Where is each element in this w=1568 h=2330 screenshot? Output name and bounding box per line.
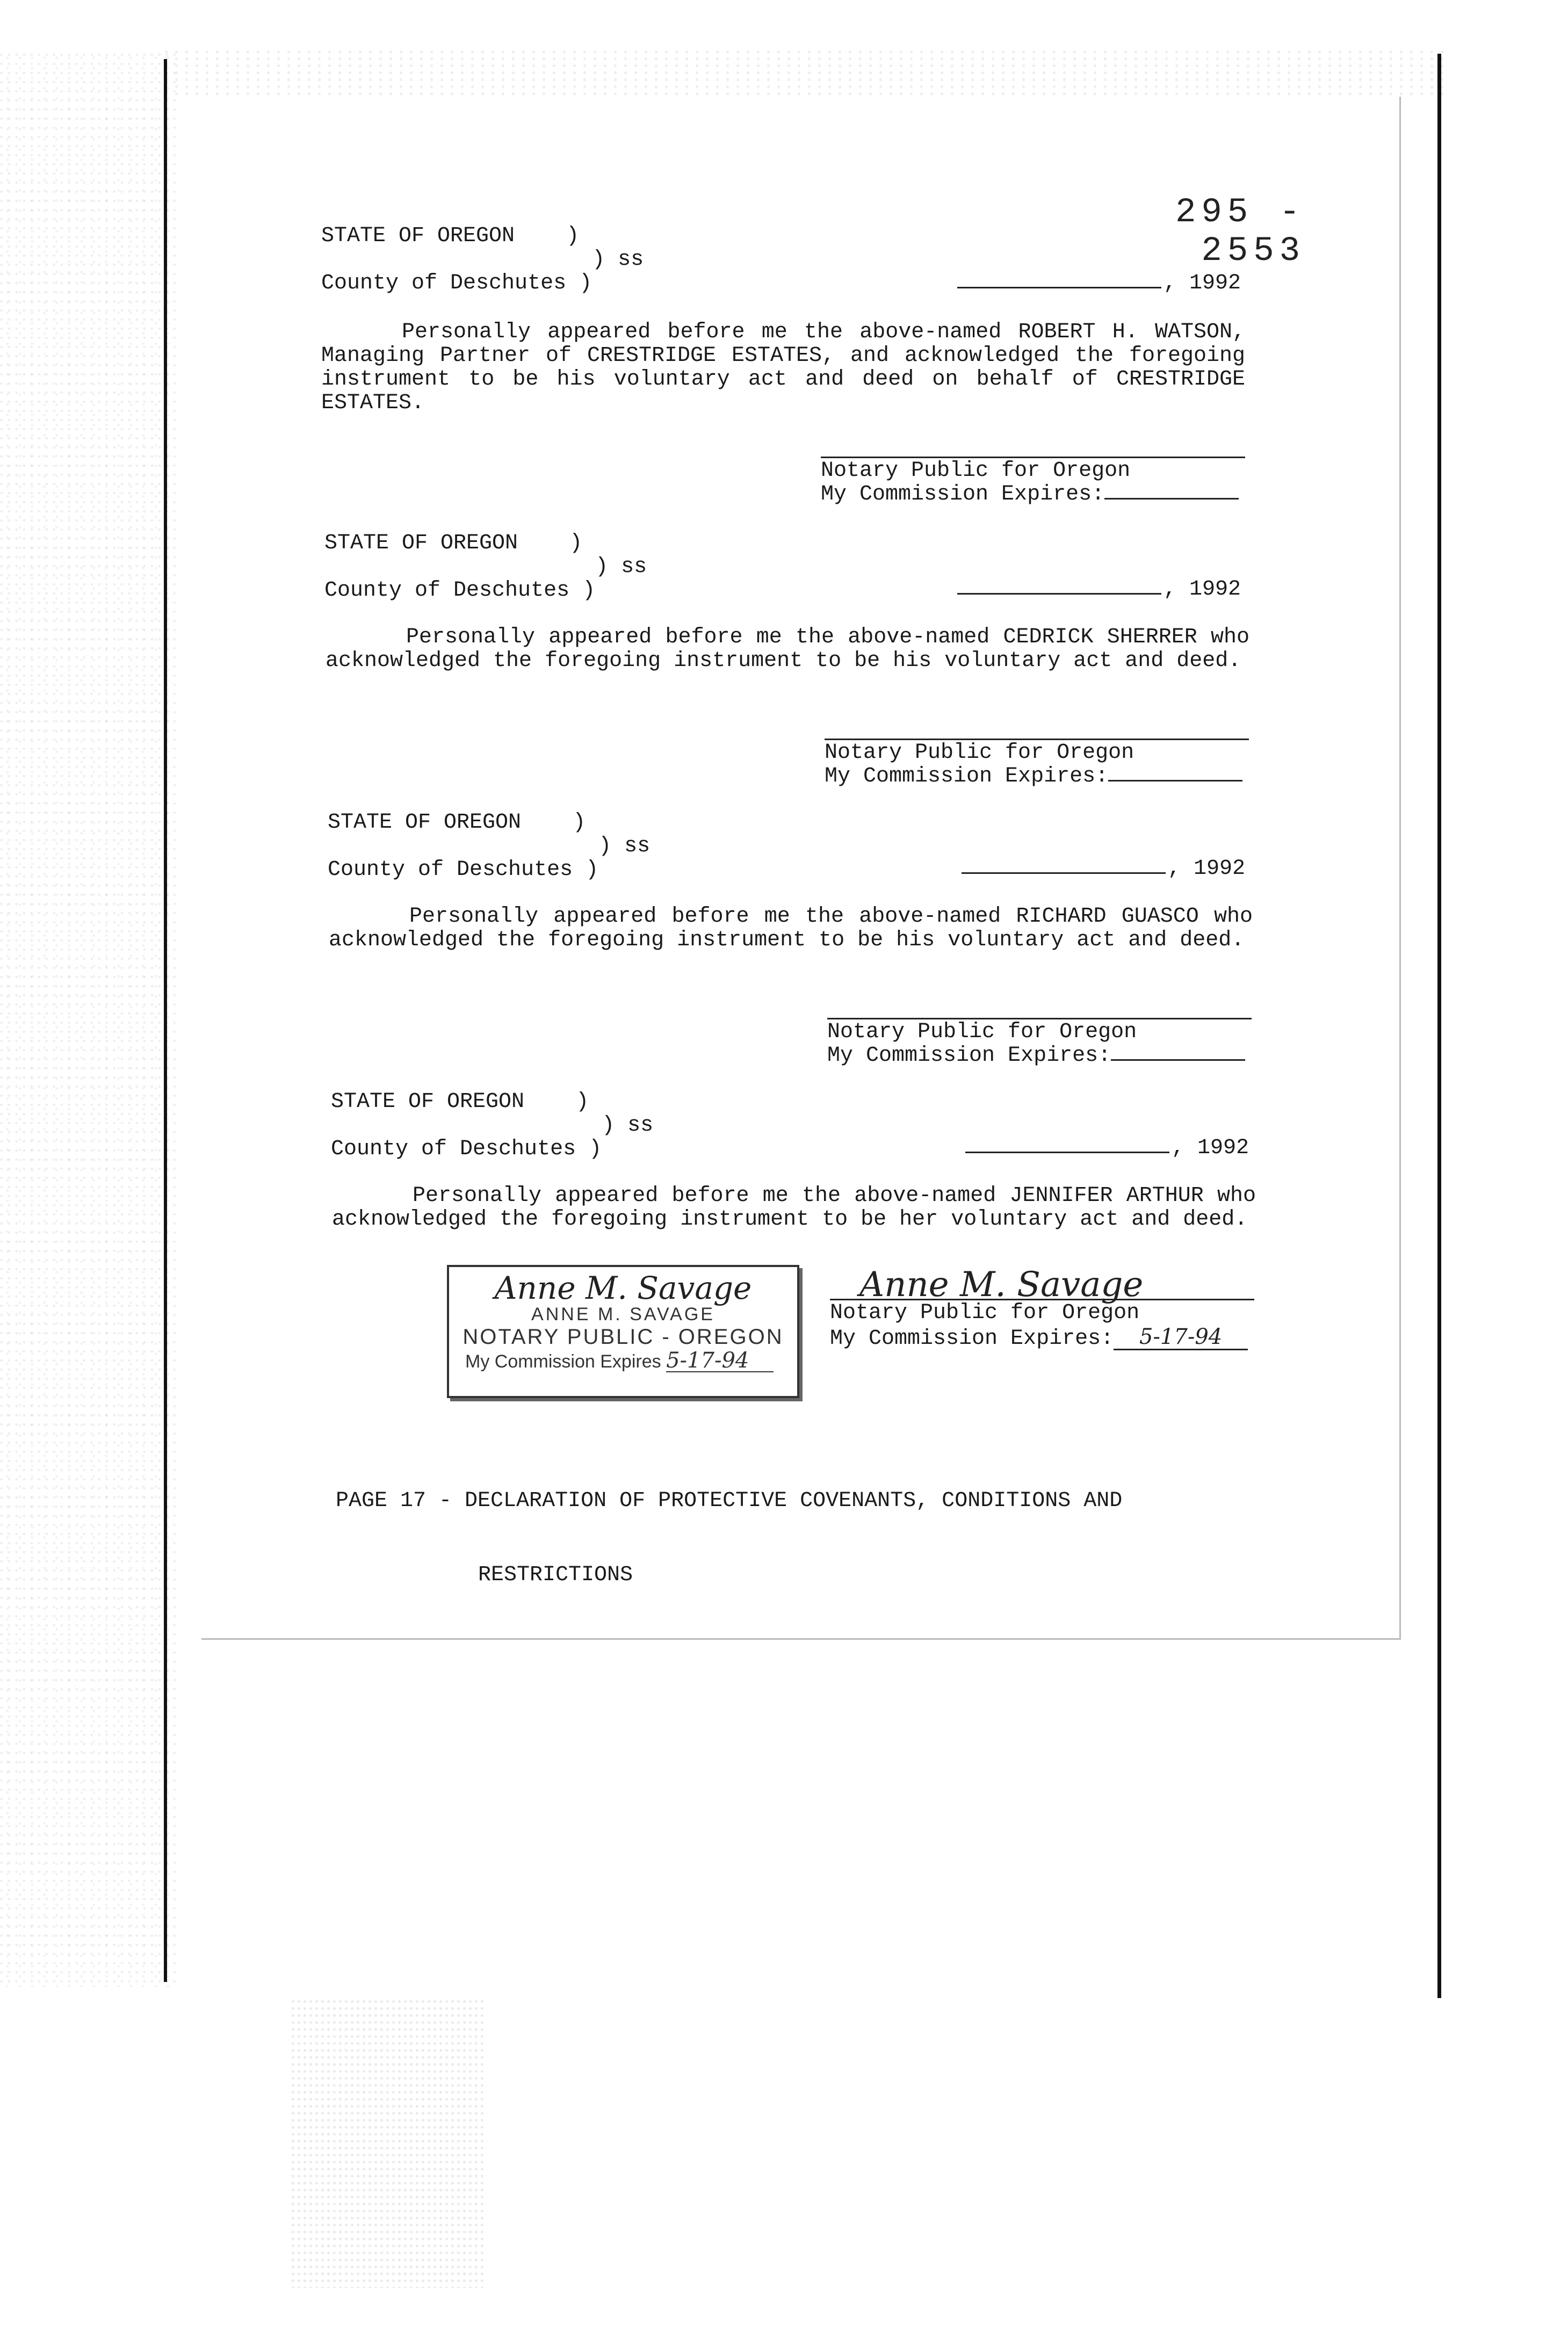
date-line-4 — [948, 1136, 1249, 1160]
notary-signature-block-4 — [830, 1299, 1254, 1351]
county-label: County of Deschutes — [324, 578, 570, 603]
notary-seal-stamp — [447, 1265, 799, 1398]
ss-label: ) ss — [598, 834, 651, 858]
year-label: , 1992 — [1163, 577, 1241, 602]
acknowledgment-paragraph-2: Personally appeared before me the above-named CEDRICK SHERRER who acknowledged the foregoing instrument to be his voluntary act and deed. — [326, 625, 1249, 673]
commission-label: My Commission Expires: — [821, 482, 1105, 506]
notary-title: Notary Public for Oregon — [830, 1301, 1140, 1325]
acknowledgment-paragraph-3: Personally appeared before me the above-named RICHARD GUASCO who acknowledged the foregoing instrument to be his voluntary act and deed. — [329, 904, 1253, 952]
signature-line — [821, 457, 1245, 458]
page-footer — [336, 1439, 1249, 1612]
footer-line-2: RESTRICTIONS — [478, 1563, 633, 1587]
stamp-signature: Anne M. Savage — [494, 1270, 752, 1306]
venue-block-3: STATE OF OREGON ) ) ss County of Deschutes ) — [328, 811, 651, 882]
date-blank — [965, 1152, 1169, 1153]
stamp-expires-value: 5-17-94 — [666, 1350, 774, 1372]
date-line-2 — [940, 577, 1241, 602]
state-label: STATE OF OREGON — [331, 1090, 525, 1114]
document-number: 295 - 2553 — [1175, 193, 1305, 271]
acknowledgment-paragraph-4: Personally appeared before me the above-named JENNIFER ARTHUR who acknowledged the foregoing instrument to be her voluntary act and deed. — [332, 1184, 1256, 1232]
county-label: County of Deschutes — [331, 1137, 576, 1161]
acknowledgment-paragraph-1: Personally appeared before me the above-named ROBERT H. WATSON, Managing Partner of CRESTRIDGE ESTATES, and acknowledged the foregoing instrument to be his voluntary act and deed on behalf of CRESTRIDGE ESTATES. — [321, 320, 1245, 415]
commission-blank — [1104, 498, 1239, 500]
notary-signature-block-3 — [827, 1018, 1252, 1068]
scan-artifact-left — [0, 54, 177, 1987]
date-line-1 — [940, 271, 1241, 295]
notary-signature: Anne M. Savage — [859, 1265, 1144, 1305]
ss-label: ) ss — [595, 555, 647, 579]
county-label: County of Deschutes — [328, 858, 573, 882]
ss-label: ) ss — [602, 1113, 654, 1138]
page-edge-right — [1437, 54, 1441, 1998]
notary-title: Notary Public for Oregon — [827, 1020, 1137, 1044]
commission-label: My Commission Expires: — [825, 764, 1109, 788]
state-label: STATE OF OREGON — [328, 811, 522, 835]
notary-signature-block-1 — [821, 457, 1245, 506]
notary-signature-block-2 — [825, 739, 1249, 788]
year-label: , 1992 — [1163, 271, 1241, 295]
signature-line — [827, 1018, 1252, 1019]
commission-label: My Commission Expires: — [827, 1044, 1111, 1068]
state-label: STATE OF OREGON — [324, 531, 518, 555]
signature-line — [830, 1299, 1254, 1300]
page-edge-left — [164, 59, 167, 1982]
notary-title: Notary Public for Oregon — [825, 741, 1135, 765]
stamp-expires-label: My Commission Expires — [465, 1351, 661, 1372]
venue-block-4: STATE OF OREGON ) ) ss County of Deschutes ) — [331, 1090, 654, 1161]
state-label: STATE OF OREGON — [321, 224, 515, 248]
ss-label: ) ss — [592, 248, 644, 272]
signature-line — [825, 739, 1249, 740]
commission-blank — [1111, 1059, 1245, 1061]
date-line-3 — [944, 857, 1245, 881]
commission-label: My Commission Expires: — [830, 1327, 1114, 1351]
year-label: , 1992 — [1171, 1136, 1249, 1160]
commission-blank — [1108, 780, 1242, 782]
date-blank — [957, 593, 1161, 595]
notary-title: Notary Public for Oregon — [821, 459, 1131, 483]
stamp-notary-name: ANNE M. SAVAGE — [531, 1304, 715, 1325]
scan-artifact-bottom — [290, 1998, 483, 2288]
venue-block-1: STATE OF OREGON ) ) ss County of Deschutes ) — [321, 224, 644, 295]
year-label: , 1992 — [1167, 857, 1245, 881]
date-blank — [957, 287, 1161, 288]
commission-expiry-value: 5-17-94 — [1114, 1325, 1248, 1350]
county-label: County of Deschutes — [321, 271, 567, 295]
scan-artifact-top — [161, 48, 1450, 97]
footer-line-1: PAGE 17 - DECLARATION OF PROTECTIVE COVENANTS, CONDITIONS AND — [336, 1489, 1123, 1513]
venue-block-2: STATE OF OREGON ) ) ss County of Deschutes ) — [324, 531, 647, 603]
stamp-notary-title: NOTARY PUBLIC - OREGON — [463, 1325, 784, 1349]
date-blank — [962, 872, 1166, 874]
